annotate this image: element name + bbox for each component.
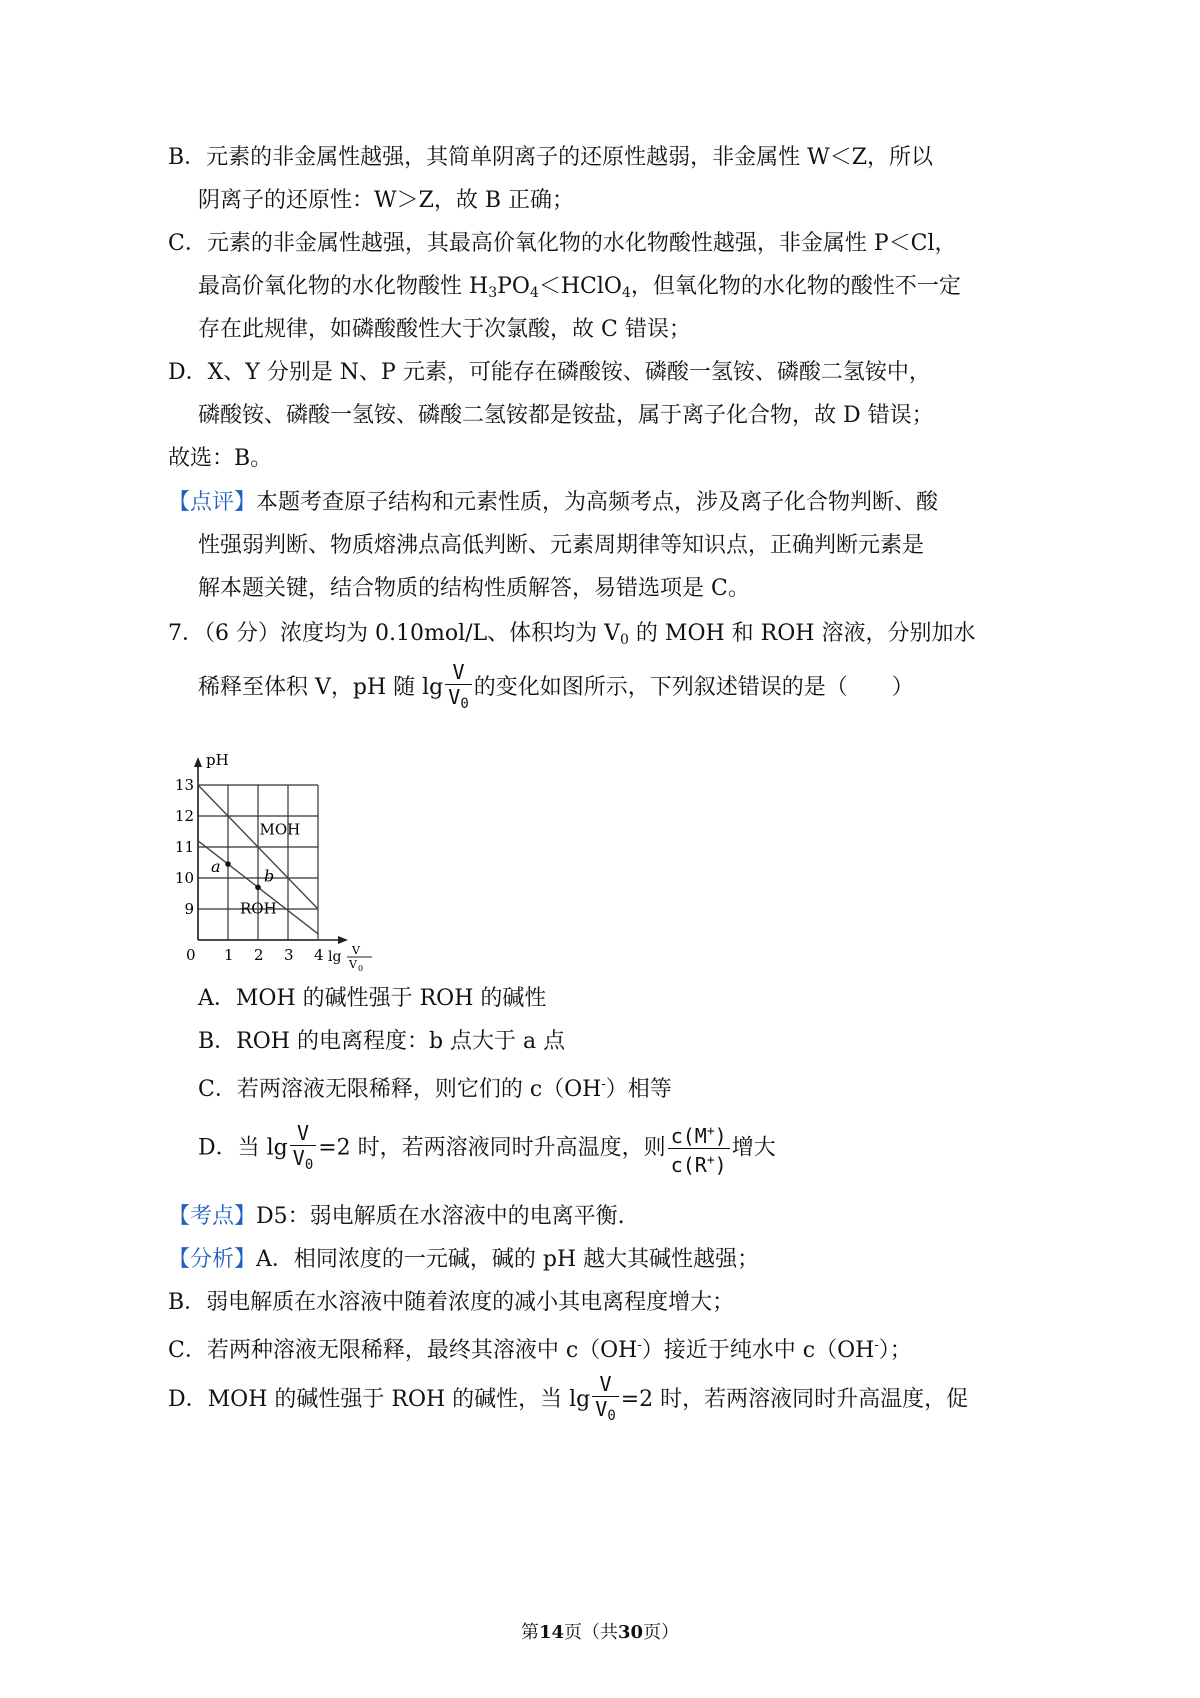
review-line-2: 性强弱判断、物质熔沸点高低判断、元素周期律等知识点，正确判断元素是: [198, 533, 925, 558]
y-tick-label: 12: [174, 807, 194, 825]
x-tick-label: 4: [314, 946, 324, 964]
point-label-b: b: [264, 866, 275, 886]
fenxi-fraction-v: $\frac{V}{V_0}$: [592, 1372, 618, 1428]
fenxi-line-d: D．MOH 的碱性强于 ROH 的碱性，当 lg $\frac{V}{V_0}$ =2 时，若两溶液同时升高温度，促: [168, 1372, 968, 1428]
question-7-line-2: 稀释至体积 V，pH 随 lg $\frac{V}{V_0}$ 的变化如图所示，下列叙述错误的是（ ）: [198, 660, 914, 716]
solution-c-line-3: 存在此规律，如磷酸酸性大于次氯酸，故 C 错误；: [198, 317, 691, 342]
y-tick-label: 11: [174, 838, 194, 856]
kaodian-tag: 【考点】: [168, 1204, 257, 1229]
kaodian-line: 【考点】D5：弱电解质在水溶液中的电离平衡.: [168, 1204, 625, 1229]
point-a: [225, 861, 231, 867]
question-7-line-1: 7．（6 分）浓度均为 0.10mol/L、体积均为 $V_0$ 的 MOH 和 ROH 溶液，分别加水: [168, 621, 976, 648]
fenxi-line-c: C．若两种溶液无限稀释，最终其溶液中 c（OH-）接近于纯水中 c（OH-）；: [168, 1338, 912, 1363]
answer-line: 故选：B。: [168, 446, 273, 471]
review-line-3: 解本题关键，结合物质的结构性质解答，易错选项是 C。: [198, 576, 750, 601]
solution-b-line-1: B．元素的非金属性越强，其简单阴离子的还原性越弱，非金属性 W＜Z，所以: [168, 145, 934, 170]
option-b: B．ROH 的电离程度：b 点大于 a 点: [198, 1029, 566, 1054]
page-total: 30: [618, 1622, 644, 1643]
option-d-fraction-v: $\frac{V}{V_0}$: [290, 1121, 316, 1177]
origin-label: 0: [186, 946, 196, 964]
review-line-1: 【点评】本题考查原子结构和元素性质，为高频考点，涉及离子化合物判断、酸: [168, 490, 939, 515]
series-label-moh: MOH: [259, 820, 301, 839]
page-number: 14: [538, 1622, 564, 1643]
y-axis-label: pH: [206, 751, 229, 769]
option-d: D．当 lg $\frac{V}{V_0}$ =2 时，若两溶液同时升高温度，则 $\frac{c(M^+)}{c(R^+)}$ 增大: [198, 1120, 776, 1177]
solution-d-line-1: D．X、Y 分别是 N、P 元素，可能存在磷酸铵、磷酸一氢铵、磷酸二氢铵中，: [168, 360, 931, 385]
option-a: A．MOH 的碱性强于 ROH 的碱性: [198, 986, 547, 1011]
option-d-fraction-cm-cr: $\frac{c(M^+)}{c(R^+)}$: [668, 1120, 730, 1177]
series-label-roh: ROH: [240, 899, 277, 918]
option-c: C．若两溶液无限稀释，则它们的 c（OH-）相等: [198, 1077, 672, 1102]
solution-c-line-1: C．元素的非金属性越强，其最高价氧化物的水化物酸性越强，非金属性 P＜Cl，: [168, 231, 957, 256]
y-axis-arrow: [194, 757, 202, 767]
solution-d-line-2: 磷酸铵、磷酸一氢铵、磷酸二氢铵都是铵盐，属于离子化合物，故 D 错误；: [198, 403, 934, 428]
review-tag: 【点评】: [168, 490, 257, 515]
fraction-v-over-v0: $\frac{V}{V_0}$: [445, 660, 471, 716]
point-b: [255, 885, 261, 891]
y-tick-label: 13: [174, 776, 194, 794]
x-tick-label: 3: [284, 946, 294, 964]
y-tick-label: 10: [174, 869, 194, 887]
fenxi-tag: 【分析】: [168, 1247, 257, 1272]
x-axis-label-lg: lg: [328, 949, 342, 965]
x-axis-label-den-sub: 0: [358, 964, 364, 973]
x-axis-label-num: V: [352, 944, 360, 957]
point-label-a: a: [211, 857, 221, 877]
solution-c-line-2: 最高价氧化物的水化物酸性 $H_3PO_4<HClO_4$，但氧化物的水化物的酸性不一定: [198, 274, 961, 301]
x-tick-label: 2: [254, 946, 264, 964]
ph-dilution-chart: [174, 751, 380, 973]
page-footer: 第14页（共30页）: [520, 1622, 680, 1643]
fenxi-line-b: B．弱电解质在水溶液中随着浓度的减小其电离程度增大；: [168, 1290, 735, 1315]
x-tick-label: 1: [224, 946, 234, 964]
solution-b-line-2: 阴离子的还原性：W＞Z，故 B 正确；: [198, 188, 575, 213]
x-axis-label-den: V: [349, 958, 357, 971]
y-tick-label: 9: [184, 900, 194, 918]
fenxi-line-a: 【分析】A．相同浓度的一元碱，碱的 pH 越大其碱性越强；: [168, 1247, 760, 1272]
x-axis-arrow: [338, 936, 348, 944]
